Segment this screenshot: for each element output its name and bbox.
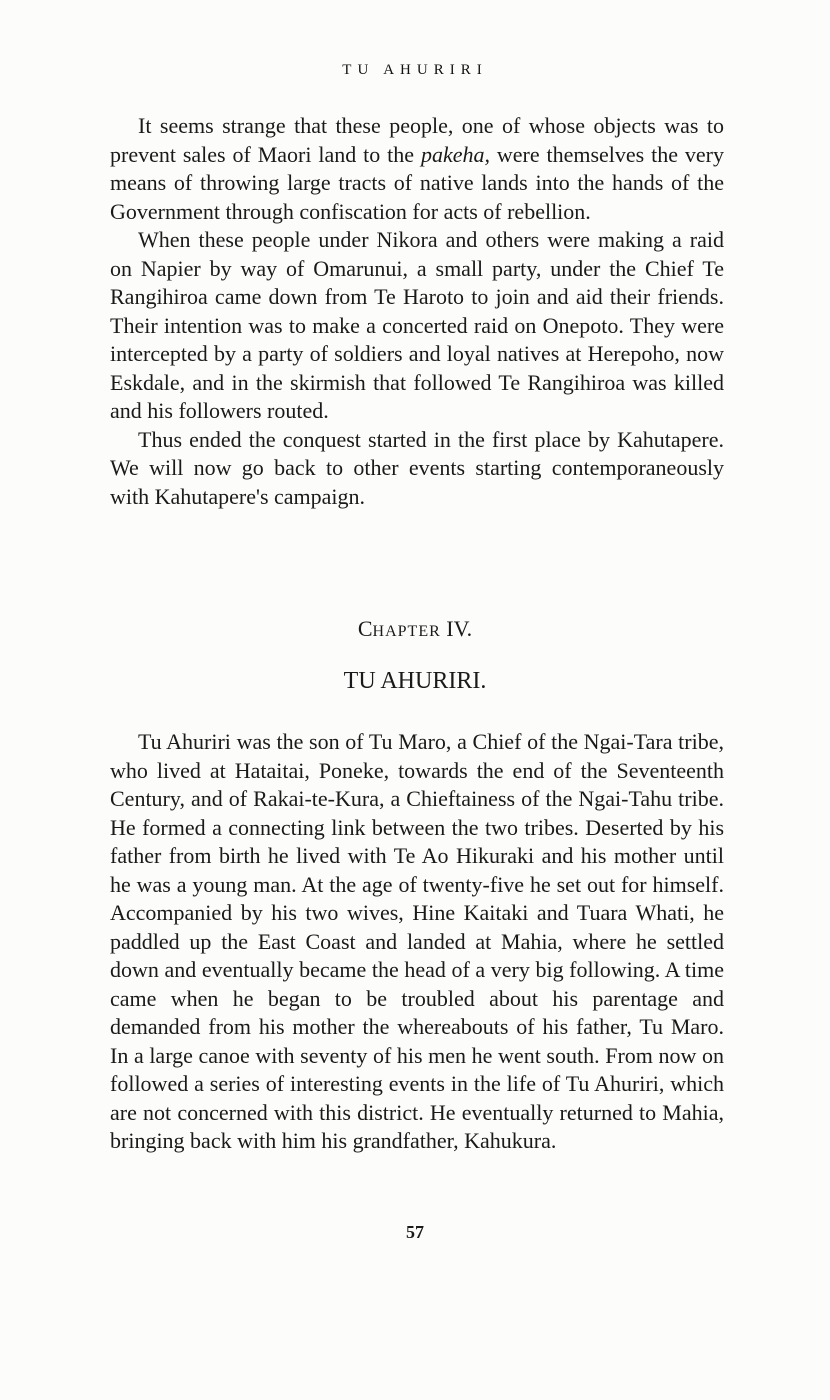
running-head: TU AHURIRI bbox=[342, 62, 488, 78]
paragraph-rebellion bbox=[110, 112, 724, 226]
section-one-body bbox=[110, 112, 724, 511]
chapter-number bbox=[0, 616, 830, 642]
italic-term: pakeha, bbox=[420, 141, 490, 167]
chapter-label-initial: C bbox=[357, 616, 373, 641]
paragraph-conquest-end: Thus ended the conquest started in the first place by Kahutapere. We will now go back to other events starting contemporaneously with Kahutapere's campaign. bbox=[110, 426, 724, 509]
chapter-title: TU AHURIRI. bbox=[343, 668, 487, 694]
section-two-body bbox=[110, 728, 724, 1156]
chapter-label-rest: HAPTER bbox=[372, 623, 441, 640]
chapter-numeral: IV. bbox=[446, 616, 473, 641]
paragraph-text: were themselves the very means of throwing large tracts of native lands into the hands of the Government through confiscation for acts of rebellion. bbox=[110, 141, 724, 224]
paragraph-text: It seems strange that these people, one of whose objects was to prevent sales of Maori land to the bbox=[110, 113, 724, 167]
paragraph-raid: When these people under Nikora and others were making a raid on Napier by way of Omarunui, a small party, under the Chief Te Rangihiroa came down from Te Haroto to join and aid their friends. Their intention was to make a concerted raid on Onepoto. They were intercepted by a party of soldiers and loyal natives at Herepoho, now Eskdale, and in the skirmish that followed Te Rangihiroa was killed and his followers routed. bbox=[110, 227, 724, 423]
page-number: 57 bbox=[406, 1222, 424, 1242]
paragraph-tu-ahuriri: Tu Ahuriri was the son of Tu Maro, a Chief of the Ngai-Tara tribe, who lived at Hataitai, Poneke, towards the end of the Seventeenth Century, and of Rakai-te-Kura, a Chieftainess of the Ngai-Tahu tribe. He formed a connecting link between the two tribes. Deserted by his father from birth he lived with Te Ao Hikuraki and his mother until he was a young man. At the age of twenty-five he set out for himself. Accompanied by his two wives, Hine Kaitaki and Tuara Whati, he paddled up the East Coast and landed at Mahia, where he settled down and eventually became the head of a very big following. A time came when he began to be troubled about his parentage and demanded from his mother the whereabouts of his father, Tu Maro. In a large canoe with seventy of his men he went south. From now on followed a series of interesting events in the life of Tu Ahuriri, which are not concerned with this district. He eventually returned to Mahia, bringing back with him his grandfather, Kahukura. bbox=[110, 729, 724, 1153]
